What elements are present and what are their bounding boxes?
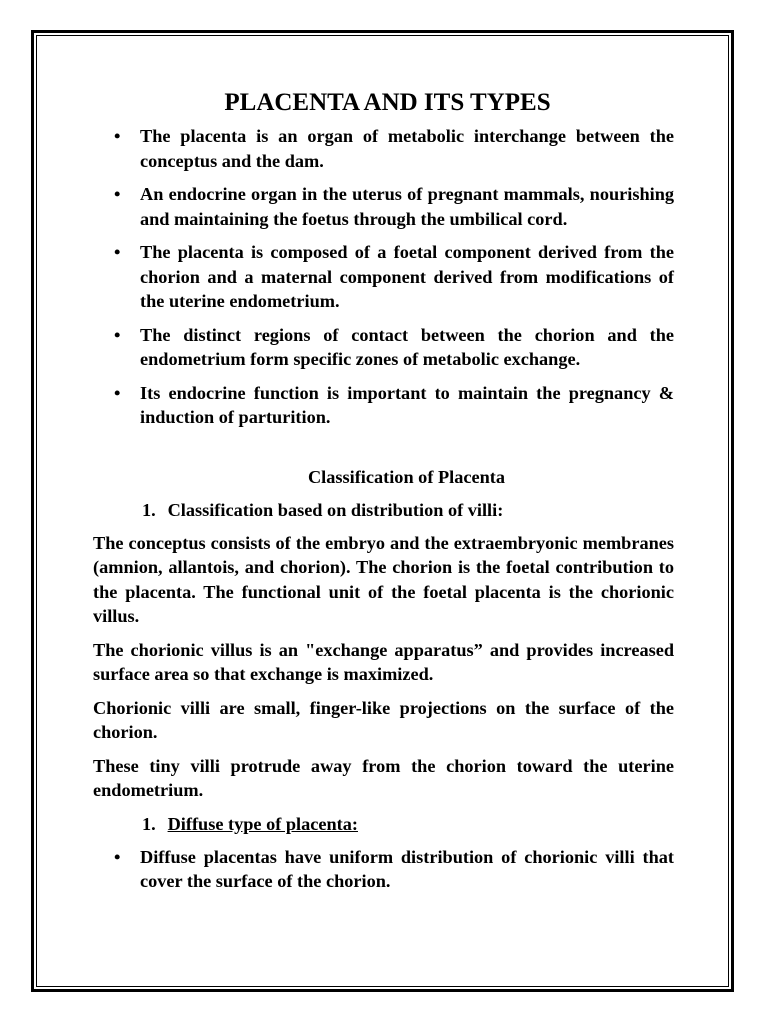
intro-bullet-text: The placenta is composed of a foetal component derived from the chorion and a maternal component derived from modifications of the uterine endometrium. xyxy=(140,242,674,311)
intro-bullet-item xyxy=(93,182,674,231)
bullet-icon: • xyxy=(114,382,121,403)
intro-bullet-item xyxy=(93,323,674,372)
classification-text: Classification based on distribution of villi: xyxy=(167,499,504,520)
classification-number: 1. xyxy=(142,499,156,520)
intro-bullet-text: An endocrine organ in the uterus of pregnant mammals, nourishing and maintaining the foetus through the umbilical cord. xyxy=(140,184,674,229)
intro-bullet-text: The distinct regions of contact between the chorion and the endometrium form specific zones of metabolic exchange. xyxy=(140,324,674,369)
placenta-type-heading: Diffuse type of placenta: xyxy=(167,813,358,834)
placenta-type-number: 1. xyxy=(142,813,156,834)
intro-bullet-list xyxy=(93,124,674,430)
bullet-icon: • xyxy=(114,324,121,345)
paragraph: The conceptus consists of the embryo and the extraembryonic membranes (amnion, allantois, and chorion). The chorion is the foetal contribution to the placenta. The functional unit of the foetal placenta is the chorionic villus. xyxy=(93,532,674,626)
classification-item xyxy=(93,498,674,522)
intro-bullet-text: Its endocrine function is important to maintain the pregnancy & induction of parturition. xyxy=(140,382,674,427)
type-bullet-list xyxy=(93,845,674,894)
section-heading: Classification of Placenta xyxy=(307,466,505,487)
intro-bullet-item xyxy=(93,124,674,173)
bullet-icon: • xyxy=(114,846,121,867)
bullet-icon: • xyxy=(114,184,121,204)
intro-bullet-text: The placenta is an organ of metabolic interchange between the conceptus and the dam. xyxy=(140,126,674,171)
intro-bullet-item xyxy=(93,240,674,314)
bullet-icon: • xyxy=(114,126,121,146)
bullet-icon: • xyxy=(114,242,121,262)
page-title: PLACENTA AND ITS TYPES xyxy=(224,89,551,116)
placenta-type-item xyxy=(93,812,674,836)
type-bullet-item xyxy=(93,845,674,894)
document-content xyxy=(93,86,674,903)
paragraph: The chorionic villus is an "exchange apparatus” and provides increased surface area so that exchange is maximized. xyxy=(93,639,674,684)
intro-bullet-item xyxy=(93,381,674,430)
paragraph: Chorionic villi are small, finger-like projections on the surface of the chorion. xyxy=(93,697,674,742)
paragraph: These tiny villi protrude away from the chorion toward the uterine endometrium. xyxy=(93,755,674,800)
type-bullet-text: Diffuse placentas have uniform distribution of chorionic villi that cover the surface of the chorion. xyxy=(140,846,674,891)
